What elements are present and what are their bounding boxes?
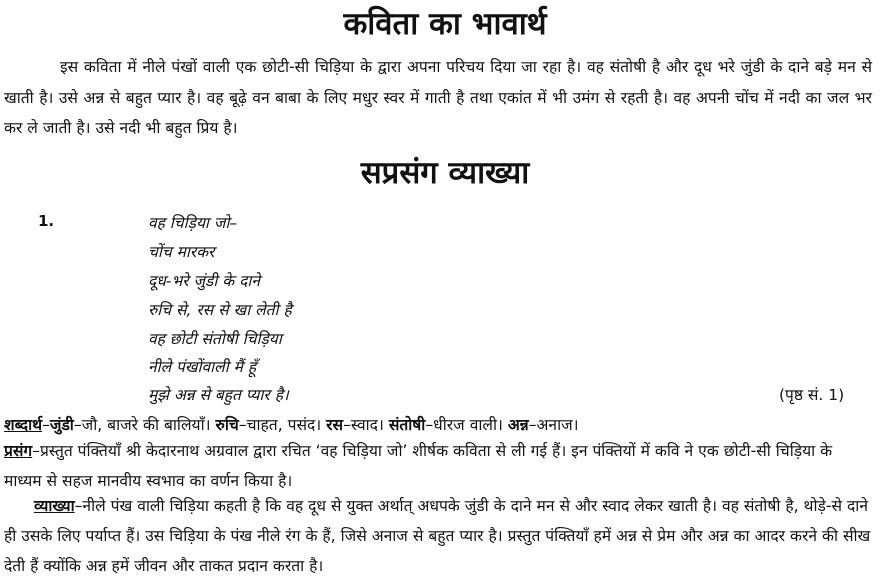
meaning: अनाज। [536, 416, 579, 434]
meaning: स्वाद। [350, 416, 384, 434]
bhavarth-paragraph: इस कविता में नीले पंखों वाली एक छोटी-सी चिड़िया के द्वारा अपना परिचय दिया जा रहा है। वह संतोषी है और दूध भरे जुंडी के दाने बड़े मन से खाती है। उसे अन्न से बहुत प्यार है। वह बूढ़े वन बाबा के लिए मधुर स्वर में गाती है तथा एकांत में भी उमंग से रहती है। वह अपनी चोंच में नदी का जल भर कर ले जाती है। उसे नदी भी बहुत प्रिय है। [4, 58, 872, 137]
poem-line: दूध-भरे जुंडी के दाने [148, 272, 260, 290]
term: अन्न [507, 416, 529, 434]
poem-line: वह चिड़िया जो– [148, 214, 238, 232]
section-title-bhavarth: कविता का भावार्थ [343, 6, 547, 42]
vyakhya-paragraph: व्याख्या–नीले पंख वाली चिड़िया कहती है कि वह दूध से युक्त अर्थात् अधपके जुंडी के दाने मन से और स्वाद लेकर खाती है। वह संतोषी है, थोड़े-से दाने ही उसके लिए पर्याप्त हैं। उस चिड़िया के पंख नीले रंग के हैं, जिसे अनाज से बहुत प्यार है। प्रस्तुत पंक्तियाँ हमें अन्न से प्रेम और अन्न का आदर करने की सीख देती हैं क्योंकि अन्न हमें जीवन और ताकत प्रदान करता है। [4, 497, 871, 575]
section-title-vyakhya: सप्रसंग व्याख्या [360, 155, 530, 191]
term: रुचि [215, 416, 239, 434]
vyakhya-heading: व्याख्या [34, 497, 75, 515]
meaning: धीरज वाली। [433, 416, 503, 434]
poem-line: मुझे अन्न से बहुत प्यार है। [148, 386, 289, 404]
page-reference: (पृष्ठ सं. 1) [779, 386, 845, 404]
poem-line: वह छोटी संतोषी चिड़िया [148, 330, 282, 348]
poem-line: नीले पंखोंवाली मैं हूँ [148, 358, 257, 376]
shabdarth-heading: शब्दार्थ [4, 416, 43, 434]
meaning: जौ, बाजरे की बालियाँ। [81, 416, 211, 434]
item-number: 1. [38, 212, 55, 230]
meaning: चाहत, पसंद। [246, 416, 322, 434]
vyakhya-text: नीले पंख वाली चिड़िया कहती है कि वह दूध से युक्त अर्थात् अधपके जुंडी के दाने मन से और स्वाद लेकर खाती है। वह संतोषी है, थोड़े-से दाने ही उसके लिए पर्याप्त हैं। उस चिड़िया के पंख नीले रंग के हैं, जिसे अनाज से बहुत प्यार है। प्रस्तुत पंक्तियाँ हमें अन्न से प्रेम और अन्न का आदर करने की सीख देती हैं क्योंकि अन्न हमें जीवन और ताकत प्रदान करता है। [4, 497, 871, 575]
shabdarth-line: शब्दार्थ–जुंडी–जौ, बाजरे की बालियाँ। रुचि–चाहत, पसंद। रस–स्वाद। संतोषी–धीरज वाली। अन्न–अनाज। [4, 416, 579, 434]
term: संतोषी [388, 416, 426, 434]
poem-line: चोंच मारकर [148, 243, 215, 261]
term: जुंडी [49, 416, 74, 434]
prasang-paragraph: प्रसंग–प्रस्तुत पंक्तियाँ श्री केदारनाथ अग्रवाल द्वारा रचित ‘वह चिड़िया जो’ शीर्षक कविता से ली गई हैं। इन पंक्तियों में कवि ने एक छोटी-सी चिड़िया के माध्यम से सहज मानवीय स्वभाव का वर्णन किया है। [4, 442, 833, 490]
prasang-text: प्रस्तुत पंक्तियाँ श्री केदारनाथ अग्रवाल द्वारा रचित ‘वह चिड़िया जो’ शीर्षक कविता से ली गई हैं। इन पंक्तियों में कवि ने एक छोटी-सी चिड़िया के माध्यम से सहज मानवीय स्वभाव का वर्णन किया है। [4, 442, 833, 490]
poem-line: रुचि से, रस से खा लेती है [148, 301, 292, 319]
prasang-heading: प्रसंग [4, 442, 33, 460]
term: रस [326, 416, 344, 434]
